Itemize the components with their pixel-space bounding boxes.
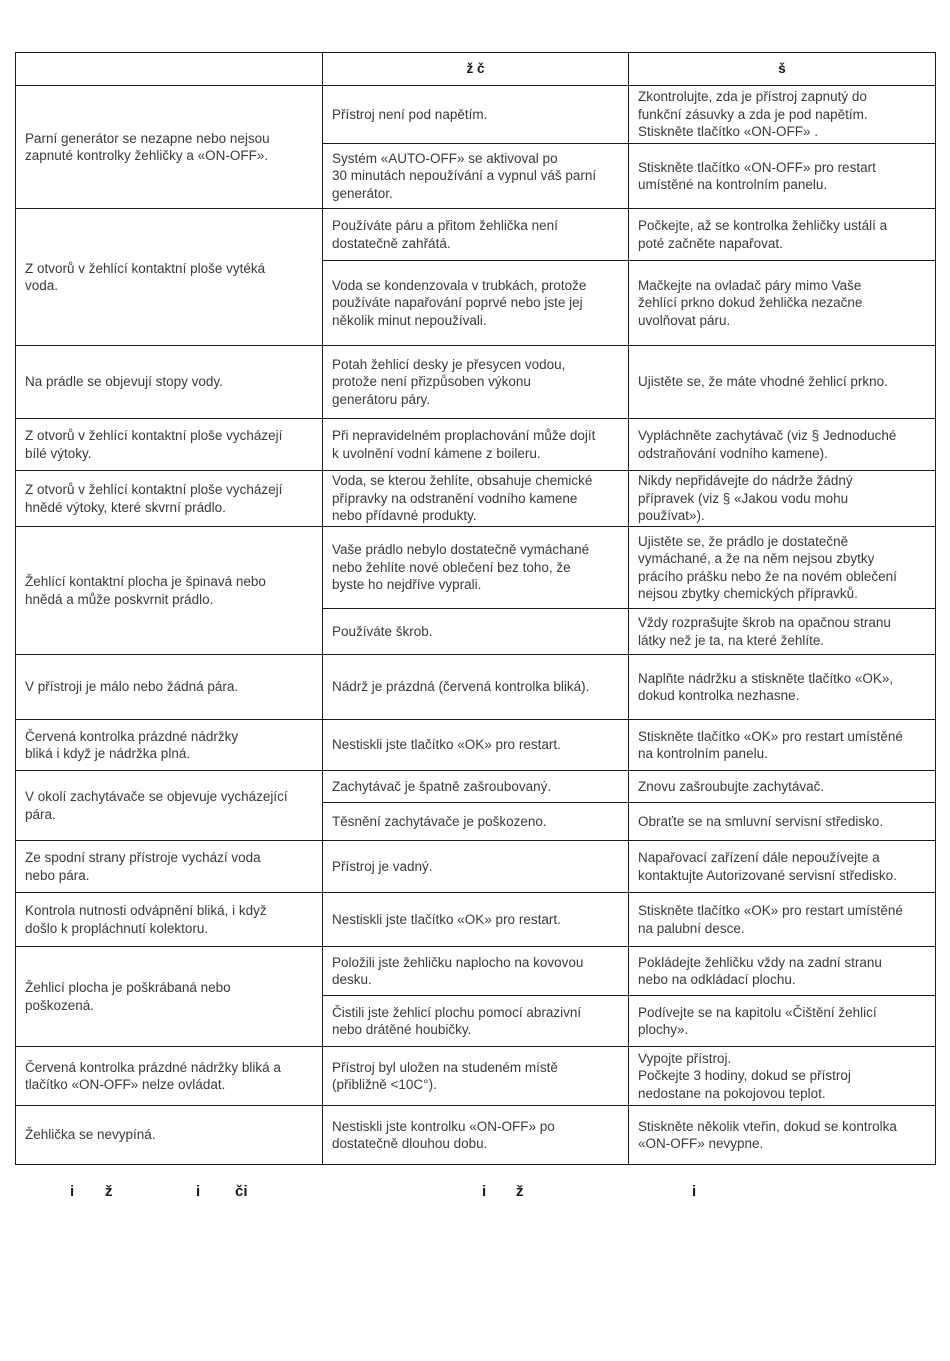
problem-cell: Z otvorů v žehlící kontaktní ploše vytéká voda. bbox=[16, 209, 323, 346]
problem-cell: Žehlicí plocha je poškrábaná nebo poškozená. bbox=[16, 947, 323, 1047]
table-row bbox=[16, 471, 936, 527]
problem-cell: Žehlící kontaktní plocha je špinavá nebo hnědá a může poskvrnit prádlo. bbox=[16, 527, 323, 655]
cause-cell: Nestiskli jste tlačítko «OK» pro restart. bbox=[323, 893, 629, 947]
footer-fragment: i bbox=[482, 1183, 487, 1200]
solution-cell: Podívejte se na kapitolu «Čištění žehlicí plochy». bbox=[629, 996, 936, 1047]
solution-cell: Ujistěte se, že máte vhodné žehlicí prkno. bbox=[629, 346, 936, 419]
table-row bbox=[16, 209, 936, 261]
table-row bbox=[16, 771, 936, 803]
footer-fragment: i bbox=[196, 1183, 201, 1200]
problem-cell: Červená kontrolka prázdné nádržky bliká a tlačítko «ON-OFF» nelze ovládat. bbox=[16, 1047, 323, 1106]
problem-cell: Žehlička se nevypíná. bbox=[16, 1106, 323, 1165]
cause-cell: Přístroj byl uložen na studeném místě (přibližně <10C°). bbox=[323, 1047, 629, 1106]
problem-cell: Ze spodní strany přístroje vychází voda nebo pára. bbox=[16, 841, 323, 893]
cause-cell: Přístroj není pod napětím. bbox=[323, 86, 629, 144]
problem-cell: V přístroji je málo nebo žádná pára. bbox=[16, 655, 323, 720]
solution-cell: Ujistěte se, že prádlo je dostatečně vymáchané, a že na něm nejsou zbytky prácího prášku nebo že na novém oblečení nejsou zbytky chemických přípravků. bbox=[629, 527, 936, 609]
solution-cell: Stiskněte tlačítko «OK» pro restart umístěné na kontrolním panelu. bbox=[629, 720, 936, 771]
problem-cell: Červená kontrolka prázdné nádržky bliká i když je nádržka plná. bbox=[16, 720, 323, 771]
table-row bbox=[16, 1047, 936, 1106]
solution-cell: Mačkejte na ovladač páry mimo Vaše žehlící prkno dokud žehlička nezačne uvolňovat páru. bbox=[629, 261, 936, 346]
cause-cell: Při nepravidelném proplachování může dojít k uvolnění vodní kámene z boileru. bbox=[323, 419, 629, 471]
solution-cell: Vypláchněte zachytávač (viz § Jednoduché odstraňování vodního kamene). bbox=[629, 419, 936, 471]
cause-cell: Používáte páru a přitom žehlička není dostatečně zahřátá. bbox=[323, 209, 629, 261]
cause-cell: Těsnění zachytávače je poškozeno. bbox=[323, 803, 629, 841]
cause-cell: Zachytávač je špatně zašroubovaný. bbox=[323, 771, 629, 803]
cause-cell: Přístroj je vadný. bbox=[323, 841, 629, 893]
cause-cell: Systém «AUTO-OFF» se aktivoval po 30 minutách nepoužívání a vypnul váš parní generátor. bbox=[323, 144, 629, 209]
cause-cell: Položili jste žehličku naplocho na kovovou desku. bbox=[323, 947, 629, 996]
header-problem bbox=[16, 53, 323, 86]
problem-cell: V okolí zachytávače se objevuje vycházející pára. bbox=[16, 771, 323, 841]
problem-cell: Na prádle se objevují stopy vody. bbox=[16, 346, 323, 419]
solution-cell: Znovu zašroubujte zachytávač. bbox=[629, 771, 936, 803]
header-solution: š bbox=[629, 53, 936, 86]
table-row bbox=[16, 527, 936, 609]
cause-cell: Nestiskli jste kontrolku «ON-OFF» po dostatečně dlouhou dobu. bbox=[323, 1106, 629, 1165]
solution-cell: Stiskněte několik vteřin, dokud se kontrolka «ON-OFF» nevypne. bbox=[629, 1106, 936, 1165]
table-row bbox=[16, 86, 936, 144]
table-row bbox=[16, 346, 936, 419]
solution-cell: Napařovací zařízení dále nepoužívejte a kontaktujte Autorizované servisní středisko. bbox=[629, 841, 936, 893]
table-row bbox=[16, 947, 936, 996]
table-row bbox=[16, 655, 936, 720]
header-cause: ž č bbox=[323, 53, 629, 86]
cause-cell: Voda, se kterou žehlíte, obsahuje chemické přípravky na odstranění vodního kamene nebo přídavné produkty. bbox=[323, 471, 629, 527]
table-row bbox=[16, 893, 936, 947]
cause-cell: Používáte škrob. bbox=[323, 609, 629, 655]
problem-cell: Z otvorů v žehlící kontaktní ploše vycházejí bílé výtoky. bbox=[16, 419, 323, 471]
solution-cell: Stiskněte tlačítko «OK» pro restart umístěné na palubní desce. bbox=[629, 893, 936, 947]
cause-cell: Voda se kondenzovala v trubkách, protože používáte napařování poprvé nebo jste jej několik minut nepoužívali. bbox=[323, 261, 629, 346]
problem-cell: Parní generátor se nezapne nebo nejsou zapnuté kontrolky žehličky a «ON-OFF». bbox=[16, 86, 323, 209]
cause-cell: Vaše prádlo nebylo dostatečně vymáchané nebo žehlíte nové oblečení bez toho, že byste ho nejdříve vyprali. bbox=[323, 527, 629, 609]
troubleshooting-table bbox=[15, 52, 936, 1165]
footer-fragment: i bbox=[692, 1183, 697, 1200]
solution-cell: Nikdy nepřidávejte do nádrže žádný přípravek (viz § «Jakou vodu mohu používat»). bbox=[629, 471, 936, 527]
footer-fragment: i bbox=[70, 1183, 75, 1200]
cause-cell: Potah žehlicí desky je přesycen vodou, protože není přizpůsoben výkonu generátoru páry. bbox=[323, 346, 629, 419]
footer-fragment: ž bbox=[105, 1183, 113, 1200]
solution-cell: Počkejte, až se kontrolka žehličky ustálí a poté začněte napařovat. bbox=[629, 209, 936, 261]
solution-cell: Zkontrolujte, zda je přístroj zapnutý do funkční zásuvky a zda je pod napětím. Stiskněte tlačítko «ON-OFF» . bbox=[629, 86, 936, 144]
solution-cell: Stiskněte tlačítko «ON-OFF» pro restart umístěné na kontrolním panelu. bbox=[629, 144, 936, 209]
table-header-row bbox=[16, 53, 936, 86]
cause-cell: Nestiskli jste tlačítko «OK» pro restart. bbox=[323, 720, 629, 771]
problem-cell: Z otvorů v žehlící kontaktní ploše vycházejí hnědé výtoky, které skvrní prádlo. bbox=[16, 471, 323, 527]
solution-cell: Naplňte nádržku a stiskněte tlačítko «OK», dokud kontrolka nezhasne. bbox=[629, 655, 936, 720]
problem-cell: Kontrola nutnosti odvápnění bliká, i když došlo k propláchnutí kolektoru. bbox=[16, 893, 323, 947]
footer-fragment: či bbox=[235, 1183, 248, 1200]
cause-cell: Čistili jste žehlicí plochu pomocí abrazivní nebo drátěné houbičky. bbox=[323, 996, 629, 1047]
table-row bbox=[16, 419, 936, 471]
solution-cell: Vždy rozprašujte škrob na opačnou stranu látky než je ta, na které žehlíte. bbox=[629, 609, 936, 655]
solution-cell: Obraťte se na smluvní servisní středisko. bbox=[629, 803, 936, 841]
table-row bbox=[16, 720, 936, 771]
solution-cell: Pokládejte žehličku vždy na zadní stranu nebo na odkládací plochu. bbox=[629, 947, 936, 996]
solution-cell: Vypojte přístroj. Počkejte 3 hodiny, dokud se přístroj nedostane na pokojovou teplot. bbox=[629, 1047, 936, 1106]
table-row bbox=[16, 841, 936, 893]
cause-cell: Nádrž je prázdná (červená kontrolka bliká). bbox=[323, 655, 629, 720]
footer-fragment: ž bbox=[516, 1183, 524, 1200]
footer-fragments bbox=[0, 1183, 950, 1207]
table-row bbox=[16, 1106, 936, 1165]
